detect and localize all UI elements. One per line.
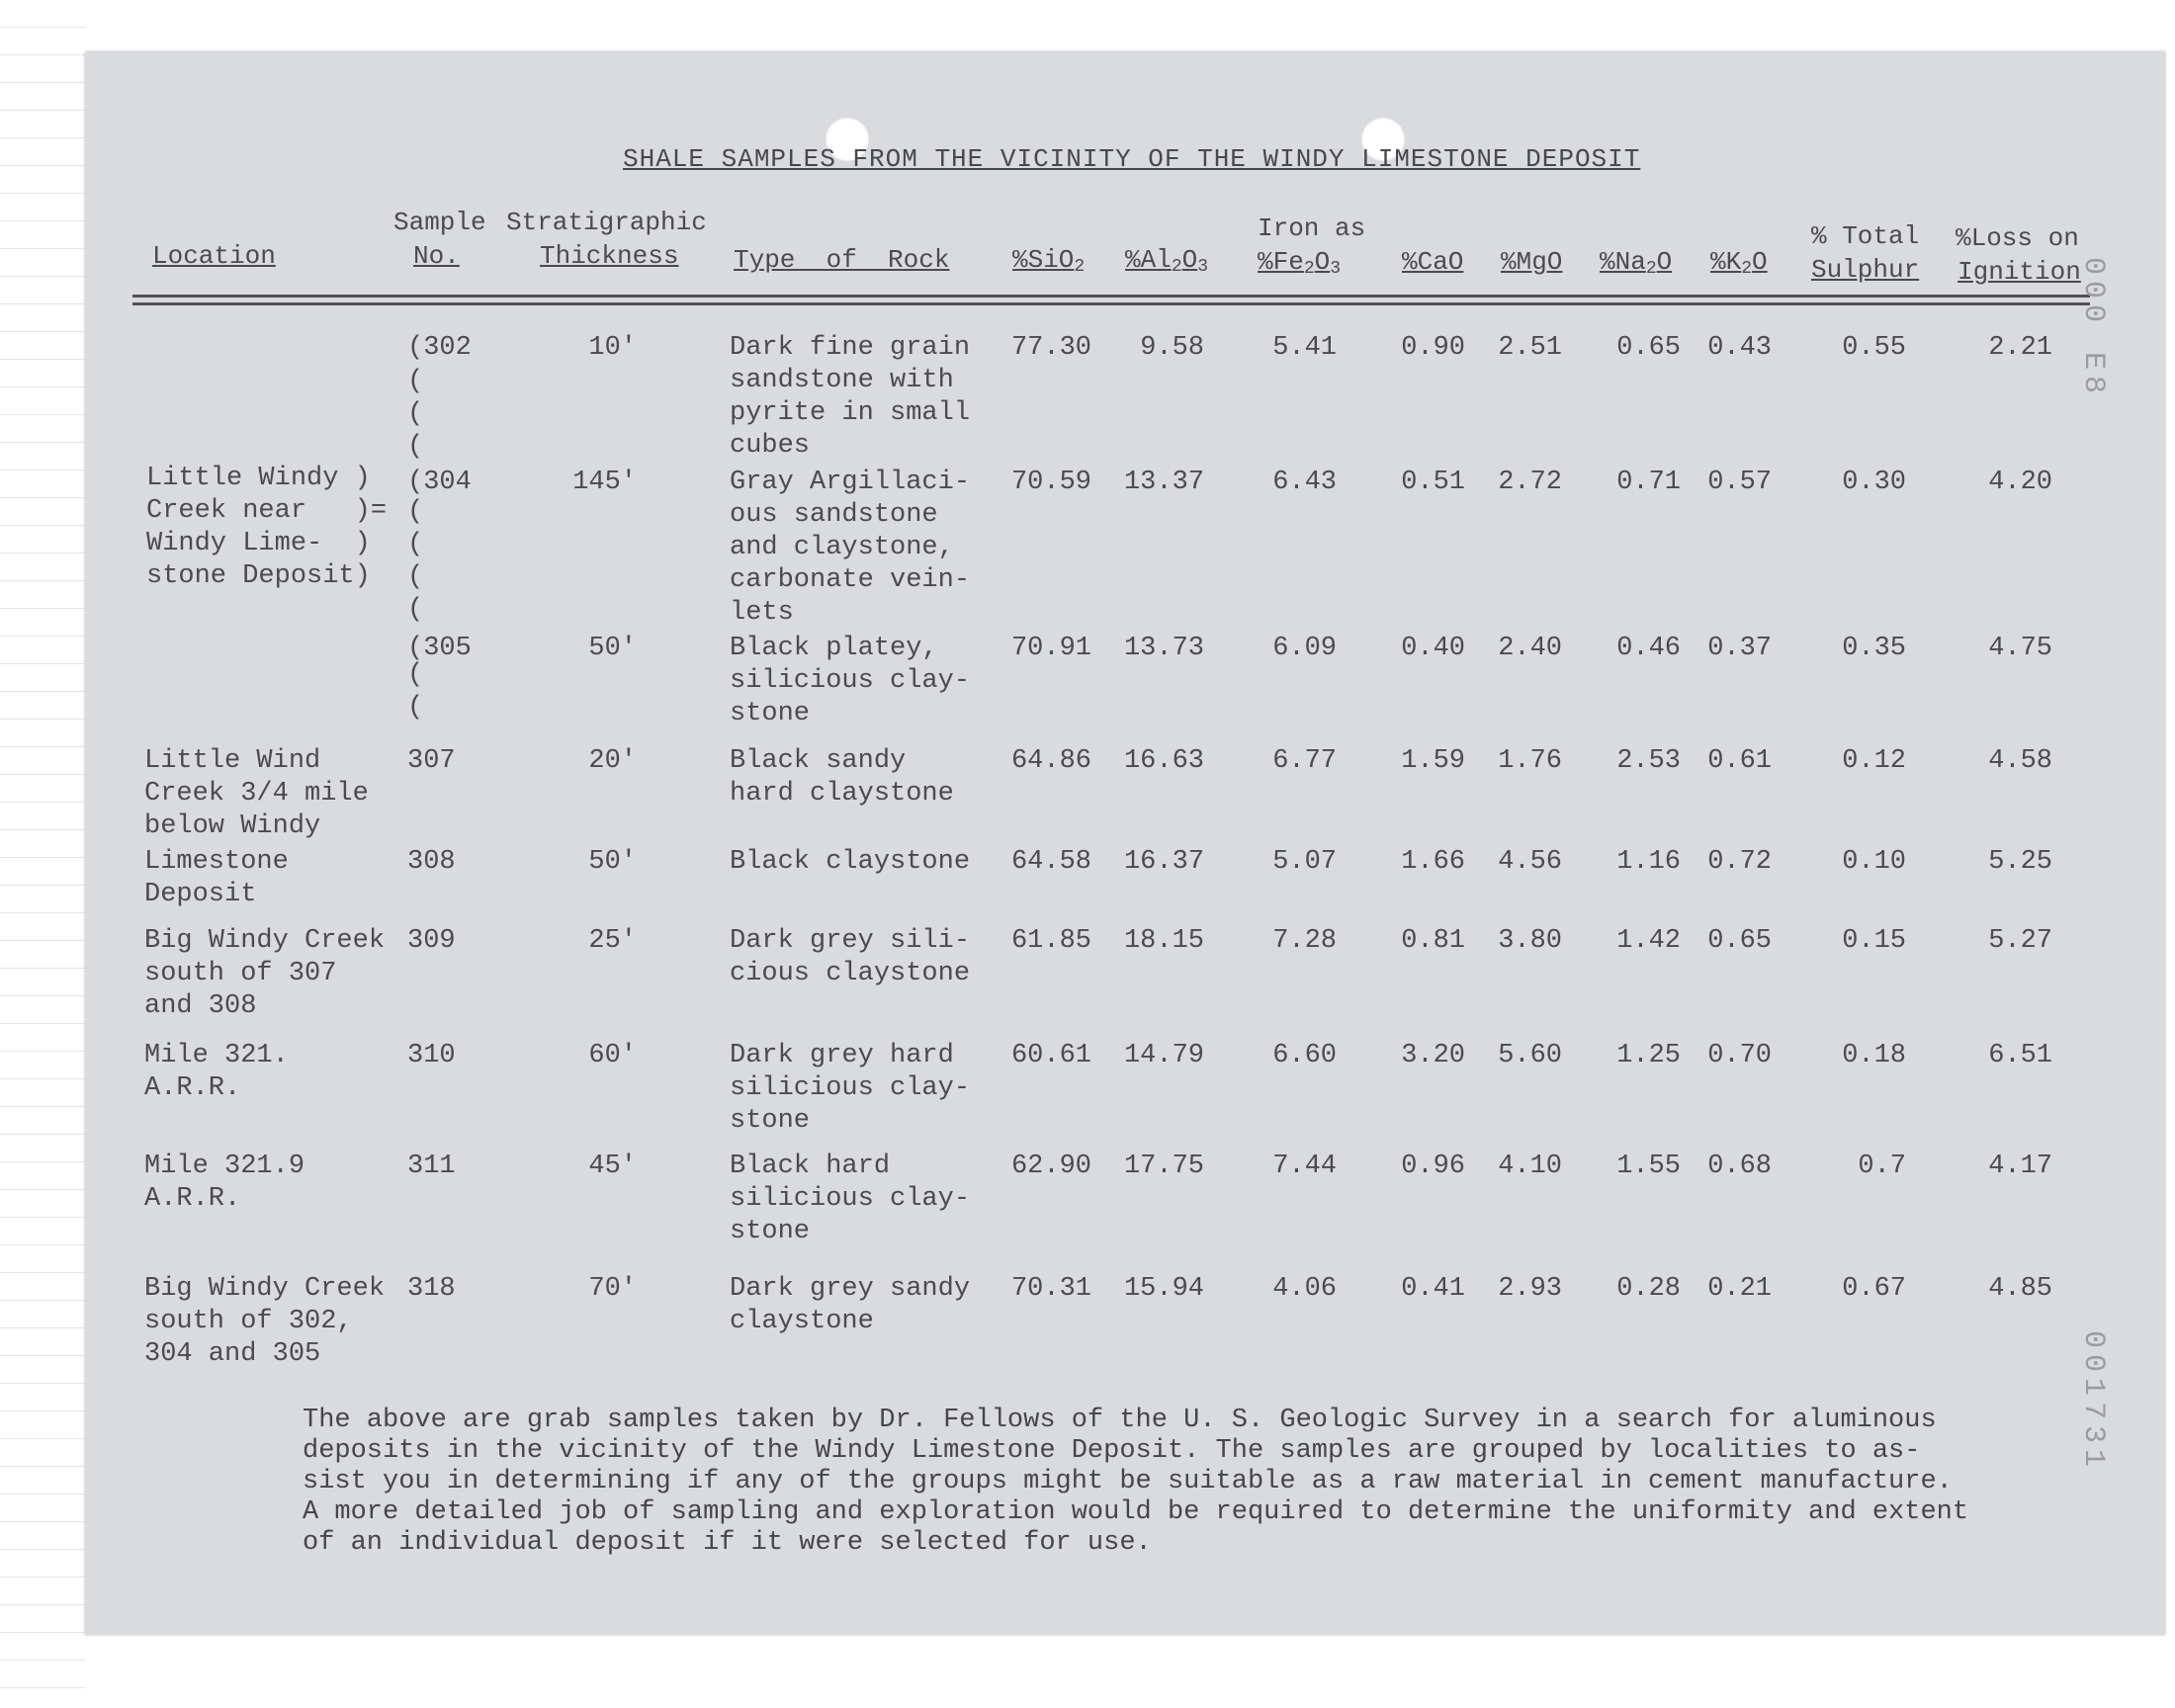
cell-thickness: 50' <box>588 847 637 877</box>
cell-fe2o3: 7.28 <box>1272 926 1337 956</box>
cell-rock: Dark grey sili- cious claystone <box>730 926 971 988</box>
header-rock-type: Type of Rock <box>734 245 950 275</box>
cell-sample: (302 <box>407 333 472 363</box>
cell-al2o3: 15.94 <box>1123 1274 1204 1304</box>
cell-rock: Dark grey sandy claystone <box>730 1274 971 1336</box>
cell-sample: 318 <box>407 1274 456 1304</box>
footnote <box>303 1406 2023 1559</box>
cell-al2o3: 14.79 <box>1123 1041 1204 1070</box>
cell-sulphur: 0.30 <box>1842 468 1906 497</box>
cell-fe2o3: 5.41 <box>1272 333 1337 363</box>
document-sheet <box>85 51 2165 1635</box>
cell-sio2: 60.61 <box>1010 1041 1091 1070</box>
header-location: Location <box>152 241 276 271</box>
cell-cao: 0.81 <box>1401 926 1465 956</box>
cell-rock: Black hard silicious clay- stone <box>730 1152 971 1246</box>
header-loss-2: Ignition <box>1958 257 2081 287</box>
cell-sio2: 64.58 <box>1010 847 1091 877</box>
cell-sample: 310 <box>407 1041 456 1070</box>
header-iron-1: Iron as <box>1258 214 1366 243</box>
header-rule-top <box>132 295 2090 298</box>
cell-rock: Black platey, silicious clay- stone <box>730 634 971 728</box>
stamp-bottom: 001731 <box>2076 1330 2110 1474</box>
cell-rock: Black claystone <box>730 847 971 877</box>
cell-na2o: 1.25 <box>1616 1041 1681 1070</box>
cell-al2o3: 16.63 <box>1123 746 1204 776</box>
cell-rock: Dark grey hard silicious clay- stone <box>730 1041 971 1136</box>
group-brackets: ( ( ( ( ( ( ( ( ( <box>407 367 424 723</box>
cell-k2o: 0.57 <box>1707 468 1772 497</box>
stamp-top: 000 E8 <box>2076 257 2110 400</box>
header-rule-bottom <box>132 302 2090 305</box>
header-loss-1: %Loss on <box>1956 223 2079 253</box>
cell-k2o: 0.70 <box>1707 1041 1772 1070</box>
cell-location: Big Windy Creek south of 307 and 308 <box>144 926 386 1021</box>
cell-loss: 4.75 <box>1988 634 2052 663</box>
cell-na2o: 1.55 <box>1616 1152 1681 1181</box>
cell-thickness: 10' <box>588 333 637 363</box>
footnote-line: of an individual deposit if it were selected for use. <box>303 1528 1152 1558</box>
cell-cao: 3.20 <box>1401 1041 1465 1070</box>
cell-al2o3: 13.73 <box>1123 634 1204 663</box>
cell-k2o: 0.37 <box>1707 634 1772 663</box>
cell-thickness: 70' <box>588 1274 637 1304</box>
cell-loss: 4.20 <box>1988 468 2052 497</box>
cell-al2o3: 13.37 <box>1123 468 1204 497</box>
cell-k2o: 0.61 <box>1707 746 1772 776</box>
cell-location: Limestone Deposit <box>144 847 289 909</box>
cell-location: Little Wind Creek 3/4 mile below Windy <box>144 746 369 841</box>
cell-fe2o3: 6.60 <box>1272 1041 1337 1070</box>
cell-mgo: 2.51 <box>1498 333 1562 363</box>
cell-sulphur: 0.18 <box>1842 1041 1906 1070</box>
cell-thickness: 45' <box>588 1152 637 1181</box>
header-sample-2: No. <box>413 241 460 271</box>
cell-fe2o3: 6.09 <box>1272 634 1337 663</box>
cell-sulphur: 0.67 <box>1842 1274 1906 1304</box>
header-sio2: %SiO$_2$ <box>1012 245 1086 277</box>
cell-al2o3: 9.58 <box>1140 333 1204 363</box>
cell-na2o: 0.46 <box>1616 634 1681 663</box>
cell-na2o: 0.71 <box>1616 468 1681 497</box>
cell-al2o3: 16.37 <box>1123 847 1204 877</box>
cell-mgo: 2.93 <box>1498 1274 1562 1304</box>
footnote-line: sist you in determining if any of the groups might be suitable as a raw material in cement manufacture. <box>303 1467 1953 1496</box>
cell-sulphur: 0.55 <box>1842 333 1906 363</box>
header-k2o: $\%K_2O$ <box>1710 247 1768 279</box>
cell-na2o: 0.28 <box>1616 1274 1681 1304</box>
cell-mgo: 5.60 <box>1498 1041 1562 1070</box>
cell-loss: 4.85 <box>1988 1274 2052 1304</box>
cell-cao: 1.59 <box>1401 746 1465 776</box>
cell-sample: (304 <box>407 468 472 497</box>
cell-fe2o3: 4.06 <box>1272 1274 1337 1304</box>
cell-sulphur: 0.10 <box>1842 847 1906 877</box>
cell-sample: 311 <box>407 1152 456 1181</box>
cell-mgo: 2.72 <box>1498 468 1562 497</box>
footnote-line: The above are grab samples taken by Dr. Fellows of the U. S. Geologic Survey in a search for aluminous <box>303 1406 1937 1435</box>
header-iron-2: $\%Fe_2O_3$ <box>1258 247 1342 279</box>
cell-sample: (305 <box>407 634 472 663</box>
footnote-line: deposits in the vicinity of the Windy Limestone Deposit. The samples are grouped by localities to as- <box>303 1436 1921 1466</box>
cell-al2o3: 18.15 <box>1123 926 1204 956</box>
cell-mgo: 3.80 <box>1498 926 1562 956</box>
cell-na2o: 2.53 <box>1616 746 1681 776</box>
background-lined-paper <box>0 0 85 1708</box>
header-mgo: %MgO <box>1501 247 1563 277</box>
cell-fe2o3: 6.77 <box>1272 746 1337 776</box>
footnote-line: A more detailed job of sampling and exploration would be required to determine the uniformity and extent <box>303 1497 1969 1527</box>
cell-sio2: 62.90 <box>1010 1152 1091 1181</box>
cell-sio2: 70.59 <box>1010 468 1091 497</box>
cell-k2o: 0.72 <box>1707 847 1772 877</box>
cell-cao: 0.96 <box>1401 1152 1465 1181</box>
cell-loss: 2.21 <box>1988 333 2052 363</box>
cell-k2o: 0.43 <box>1707 333 1772 363</box>
cell-sample: 309 <box>407 926 456 956</box>
cell-location: Mile 321. A.R.R. <box>144 1041 289 1103</box>
cell-loss: 5.25 <box>1988 847 2052 877</box>
cell-sio2: 70.91 <box>1010 634 1091 663</box>
cell-loss: 5.27 <box>1988 926 2052 956</box>
cell-cao: 1.66 <box>1401 847 1465 877</box>
cell-al2o3: 17.75 <box>1123 1152 1204 1181</box>
cell-location: Mile 321.9 A.R.R. <box>144 1152 305 1214</box>
cell-sio2: 70.31 <box>1010 1274 1091 1304</box>
header-sample-1: Sample <box>393 208 486 237</box>
header-cao: %CaO <box>1402 247 1464 277</box>
cell-rock: Gray Argillaci- ous sandstone and claystone, carbonate vein- lets <box>730 468 971 628</box>
header-na2o: $\%Na_2O$ <box>1600 247 1673 279</box>
cell-fe2o3: 7.44 <box>1272 1152 1337 1181</box>
cell-thickness: 50' <box>588 634 637 663</box>
cell-thickness: 25' <box>588 926 637 956</box>
cell-loss: 4.58 <box>1988 746 2052 776</box>
cell-loss: 4.17 <box>1988 1152 2052 1181</box>
cell-mgo: 4.10 <box>1498 1152 1562 1181</box>
cell-mgo: 1.76 <box>1498 746 1562 776</box>
cell-k2o: 0.68 <box>1707 1152 1772 1181</box>
cell-loss: 6.51 <box>1988 1041 2052 1070</box>
cell-cao: 0.90 <box>1401 333 1465 363</box>
header-al2o3: $\%Al_2O_3$ <box>1125 245 1209 277</box>
header-strat-2: Thickness <box>540 241 679 271</box>
cell-cao: 0.41 <box>1401 1274 1465 1304</box>
cell-thickness: 145' <box>572 468 637 497</box>
cell-sulphur: 0.15 <box>1842 926 1906 956</box>
cell-na2o: 1.42 <box>1616 926 1681 956</box>
group-location: Little Windy ) Creek near )= Windy Lime- ) stone Deposit) <box>146 464 388 591</box>
cell-sulphur: 0.35 <box>1842 634 1906 663</box>
header-sulphur-1: % Total <box>1811 221 1920 251</box>
cell-k2o: 0.65 <box>1707 926 1772 956</box>
document-title: SHALE SAMPLES FROM THE VICINITY OF THE WINDY LIMESTONE DEPOSIT <box>623 144 1641 174</box>
header-sulphur-2: Sulphur <box>1811 255 1920 285</box>
cell-sample: 307 <box>407 746 456 776</box>
cell-rock: Dark fine grain sandstone with pyrite in small cubes <box>730 333 971 461</box>
cell-na2o: 1.16 <box>1616 847 1681 877</box>
cell-rock: Black sandy hard claystone <box>730 746 954 809</box>
cell-k2o: 0.21 <box>1707 1274 1772 1304</box>
cell-fe2o3: 5.07 <box>1272 847 1337 877</box>
header-strat-1: Stratigraphic <box>506 208 707 237</box>
cell-cao: 0.40 <box>1401 634 1465 663</box>
cell-thickness: 20' <box>588 746 637 776</box>
cell-mgo: 2.40 <box>1498 634 1562 663</box>
cell-location: Big Windy Creek south of 302, 304 and 305 <box>144 1274 386 1369</box>
cell-na2o: 0.65 <box>1616 333 1681 363</box>
cell-sulphur: 0.12 <box>1842 746 1906 776</box>
cell-cao: 0.51 <box>1401 468 1465 497</box>
cell-sio2: 64.86 <box>1010 746 1091 776</box>
cell-sample: 308 <box>407 847 456 877</box>
cell-fe2o3: 6.43 <box>1272 468 1337 497</box>
cell-sio2: 77.30 <box>1010 333 1091 363</box>
cell-sio2: 61.85 <box>1010 926 1091 956</box>
cell-mgo: 4.56 <box>1498 847 1562 877</box>
cell-sulphur: 0.7 <box>1858 1152 1906 1181</box>
cell-thickness: 60' <box>588 1041 637 1070</box>
